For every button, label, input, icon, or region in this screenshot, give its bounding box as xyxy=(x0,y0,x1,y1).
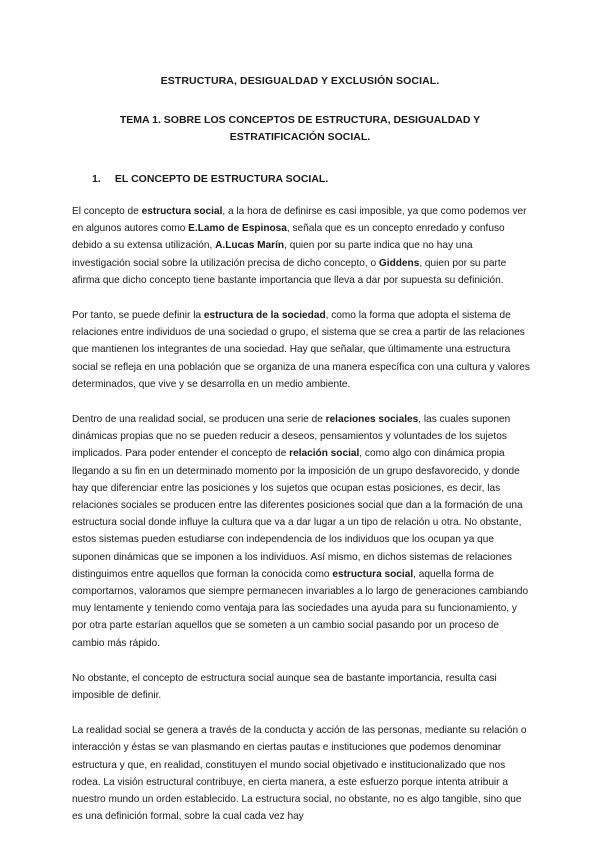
paragraph-text: , quien por su parte indica que no hay una investigación social sobre la utilización precisa de dicho concepto, o xyxy=(72,240,473,269)
paragraph-text: , a la hora de definirse es casi imposible, ya que como podemos ver en algunos autores como xyxy=(72,206,527,235)
paragraph-1 xyxy=(72,203,530,289)
bold-term: estructura social xyxy=(141,206,223,217)
document-title: ESTRUCTURA, DESIGUALDAD Y EXCLUSIÓN SOCIAL. xyxy=(160,75,440,87)
paragraph-text: , las cuales suponen dinámicas propias que no se pueden reducir a deseos, pensamientos y voluntades de los sujetos implicados. Para poder entender el concepto de xyxy=(72,414,511,460)
paragraph-3 xyxy=(72,411,530,652)
body-text xyxy=(72,203,530,844)
paragraph-text: , como la forma que adopta el sistema de relaciones entre individuos de una sociedad o grupo, el sistema que se crea a partir de las relaciones que mantienen los integrantes de una sociedad. Hay que señalar, que últimamente una estructura social se refleja en una población que se organiza de una manera específica con una cultura y valores determinados, que vive y se desarrolla en un medio ambiente. xyxy=(72,310,530,390)
bold-term: estructura de la sociedad xyxy=(203,310,326,322)
paragraph-text: No obstante, el concepto de estructura social aunque sea de bastante importancia, resulta casi imposible de definir. xyxy=(72,672,497,702)
paragraph-4 xyxy=(72,670,530,704)
paragraph-text: Dentro de una realidad social, se producen una serie de xyxy=(72,414,326,426)
paragraph-text: El concepto de xyxy=(72,206,142,217)
paragraph-text: , como algo con dinámica propia llegando a su fin en un determinado momento por la imposición de un grupo desfavorecido, y donde hay que diferenciar entre las posiciones y los sujetos que ocupan estas posiciones, es decir, las relaciones sociales se producen entre las diferentes posiciones social que dan a la formación de una estructura social donde influye la cultura que va a dar lugar a un tipo de relación u otra. No obstante, estos sistemas pueden estudiarse con independencia de los individuos que los ocupan ya que suponen dinámicas que se imponen a los individuos. Así mismo, en dichos sistemas de relaciones distinguimos entre aquellos que forman la conocida como xyxy=(72,448,523,580)
bold-term: estructura social xyxy=(332,568,414,580)
bold-term: relaciones sociales xyxy=(325,414,419,426)
bold-term: relación social xyxy=(289,448,360,460)
paragraph-5 xyxy=(72,722,530,825)
section-title: EL CONCEPTO DE ESTRUCTURA SOCIAL. xyxy=(114,173,329,185)
paragraph-text: , aquella forma de comportarnos, valoramos que siempre permanecen invariables a lo largo de generaciones cambiando muy lentamente y teniendo como ventaja para las sociedades una ayuda para su funcionamiento, y por otra parte estarían aquellos que se someten a un cambio social pasando por un proceso de cambio más rápido. xyxy=(72,568,529,649)
section-heading xyxy=(92,173,328,185)
section-number: 1. xyxy=(92,173,101,185)
author-name: Giddens xyxy=(378,257,420,269)
paragraph-text: , señala que es un concepto enredado y confuso debido a su extensa utilización, xyxy=(72,223,505,252)
paragraph-2 xyxy=(72,307,530,393)
paragraph-text: La realidad social se genera a través de la conducta y acción de las personas, mediante su relación o interacción y éstas se van plasmando en ciertas pautas e instituciones que podemos denominar estructura y que, en realidad, constituyen el mundo social objetivado e institucionalizado que nos rodea. La visión estructural contribuye, en cierta manera, a este esfuerzo porque intenta atribuir a nuestro mundo un orden establecido. La estructura social, no obstante, no es algo tangible, sino que es una definición formal, sobre la cual cada vez hay xyxy=(72,725,527,823)
paragraph-text: Por tanto, se puede definir la xyxy=(72,310,204,322)
paragraph-text: , quien por su parte afirma que dicho concepto tiene bastante importancia que lleva a dar por supuesta su definición. xyxy=(72,257,507,286)
author-name: E.Lamo de Espinosa xyxy=(188,223,287,235)
author-name: A.Lucas Marín xyxy=(215,240,285,252)
tema-title: TEMA 1. SOBRE LOS CONCEPTOS DE ESTRUCTURA, DESIGUALDAD Y ESTRATIFICACIÓN SOCIAL. xyxy=(119,114,481,143)
